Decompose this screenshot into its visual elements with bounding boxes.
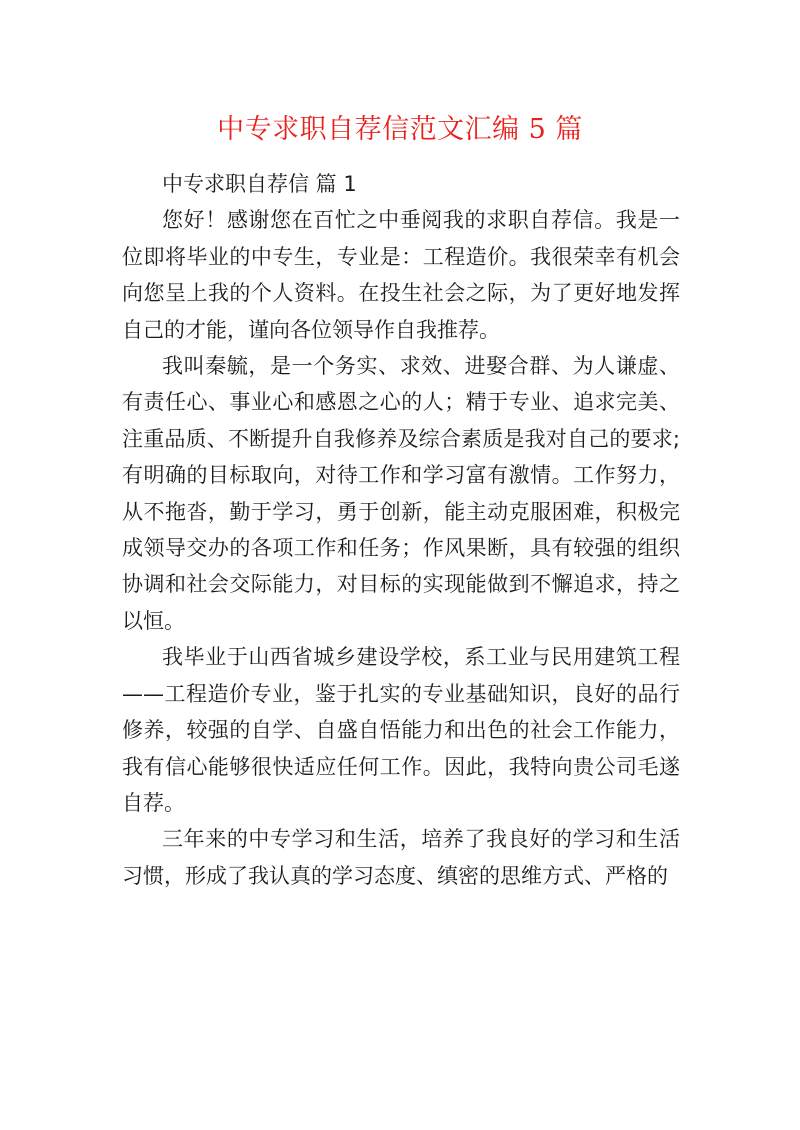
document-body [122, 166, 680, 894]
section-heading: 中专求职自荐信 篇 1 [162, 172, 357, 196]
paragraph-school-life: 三年来的中专学习和生活，培养了我良好的学习和生活习惯，形成了我认真的学习态度、缜密的思维方式、严格的 [122, 827, 680, 888]
document-title: 中专求职自荐信范文汇编 5 篇 [217, 114, 583, 145]
paragraph-greeting: 您好！感谢您在百忙之中垂阅我的求职自荐信。我是一位即将毕业的中专生，专业是：工程造价。我很荣幸有机会向您呈上我的个人资料。在投生社会之际，为了更好地发挥自己的才能，谨向各位领导作自我推荐。 [122, 208, 680, 342]
paragraph-education: 我毕业于山西省城乡建设学校，系工业与民用建筑工程——工程造价专业，鉴于扎实的专业基础知识，良好的品行修养，较强的自学、自盛自悟能力和出色的社会工作能力，我有信心能够很快适应任何工作。因此，我特向贵公司毛遂自荐。 [122, 645, 680, 815]
paragraph-self-introduction: 我叫秦毓，是一个务实、求效、进娶合群、为人谦虚、有责任心、事业心和感恩之心的人；精于专业、追求完美、注重品质、不断提升自我修养及综合素质是我对自己的要求;有明确的目标取向，对待工作和学习富有激情。工作努力，从不拖沓，勤于学习，勇于创新，能主动克服困难，积极完成领导交办的各项工作和任务；作风果断，具有较强的组织协调和社会交际能力，对目标的实现能做到不懈追求，持之以恒。 [122, 354, 680, 633]
